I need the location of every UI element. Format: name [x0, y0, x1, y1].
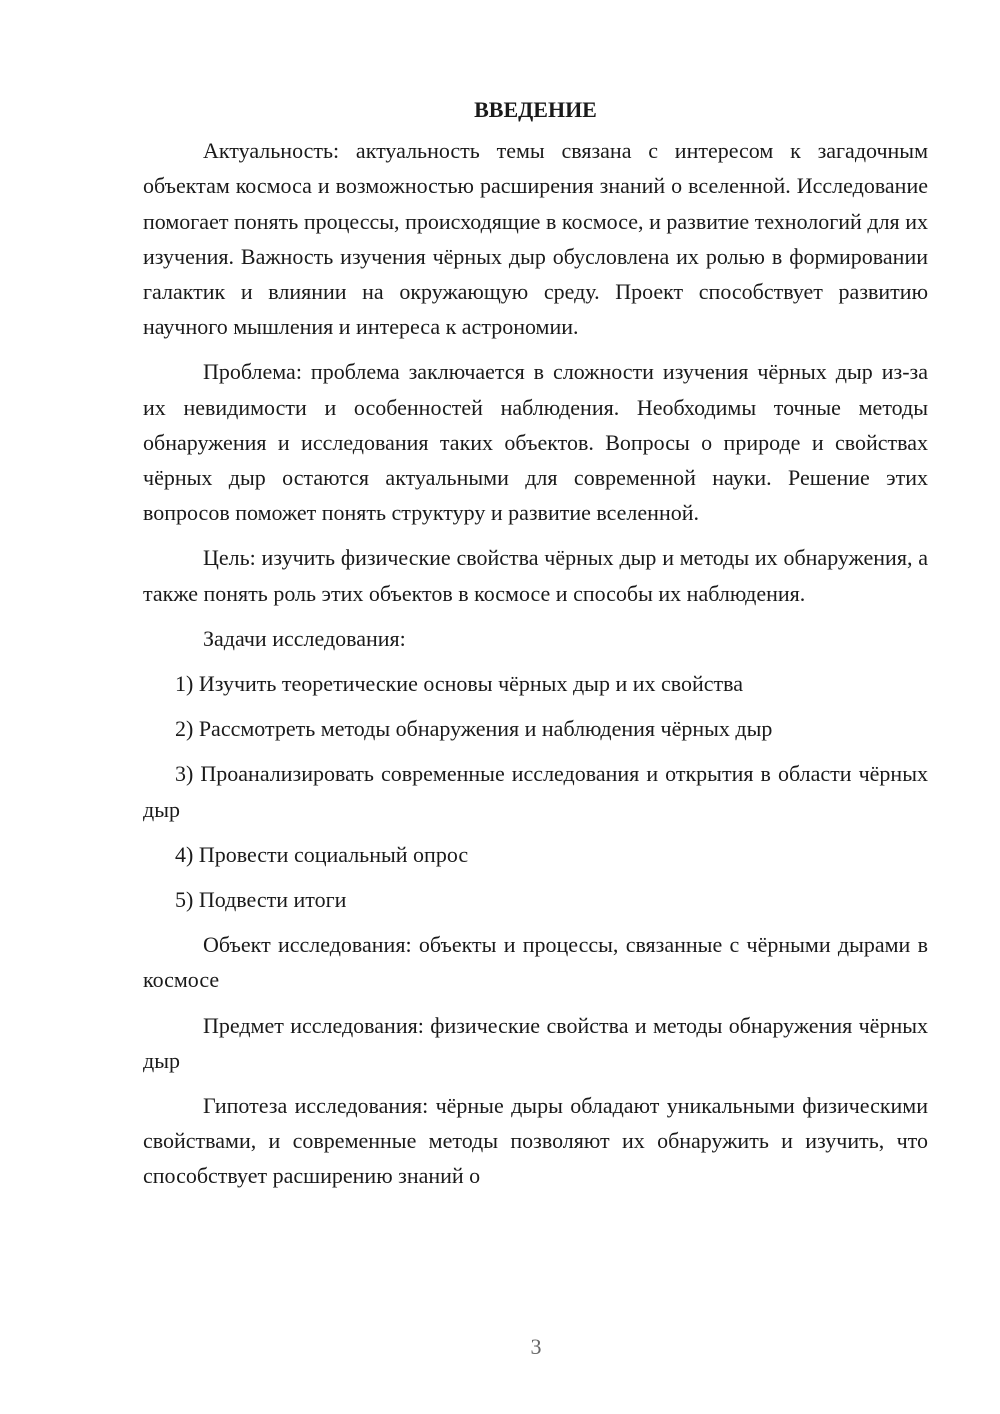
document-body — [143, 92, 928, 1204]
task-item-3: 3) Проанализировать современные исследования и открытия в области чёрных дыр — [143, 761, 928, 822]
task-item-1: 1) Изучить теоретические основы чёрных дыр и их свойства — [175, 671, 744, 697]
task-item-4: 4) Провести социальный опрос — [175, 841, 469, 867]
page-number: 3 — [530, 1334, 542, 1359]
subject-paragraph: Предмет исследования: физические свойства и методы обнаружения чёрных дыр — [143, 1012, 928, 1073]
tasks-title: Задачи исследования: — [203, 625, 406, 651]
hypothesis-paragraph: Гипотеза исследования: чёрные дыры обладают уникальными физическими свойствами, и современные методы позволяют их обнаружить и изучить, что способствует расширению знаний о — [143, 1093, 928, 1189]
relevance-paragraph: Актуальность: актуальность темы связана с интересом к загадочным объектам космоса и возможностью расширения знаний о вселенной. Исследование помогает понять процессы, происходящие в космосе, и развитие технологий для их изучения. Важность изучения чёрных дыр обусловлена их ролью в формировании галактик и влиянии на окружающую среду. Проект способствует развитию научного мышления и интереса к астрономии. — [143, 138, 928, 340]
problem-paragraph: Проблема: проблема заключается в сложности изучения чёрных дыр из-за их невидимости и особенностей наблюдения. Необходимы точные методы обнаружения и исследования таких объектов. Вопросы о природе и свойствах чёрных дыр остаются актуальными для современной науки. Решение этих вопросов поможет понять структуру и развитие вселенной. — [143, 359, 928, 526]
goal-paragraph: Цель: изучить физические свойства чёрных дыр и методы их обнаружения, а также понять роль этих объектов в космосе и способы их наблюдения. — [143, 545, 928, 606]
task-item-2: 2) Рассмотреть методы обнаружения и наблюдения чёрных дыр — [175, 716, 773, 742]
task-item-5: 5) Подвести итоги — [175, 887, 347, 913]
object-paragraph: Объект исследования: объекты и процессы, связанные с чёрными дырами в космосе — [143, 932, 928, 993]
section-heading: ВВЕДЕНИЕ — [474, 97, 597, 122]
